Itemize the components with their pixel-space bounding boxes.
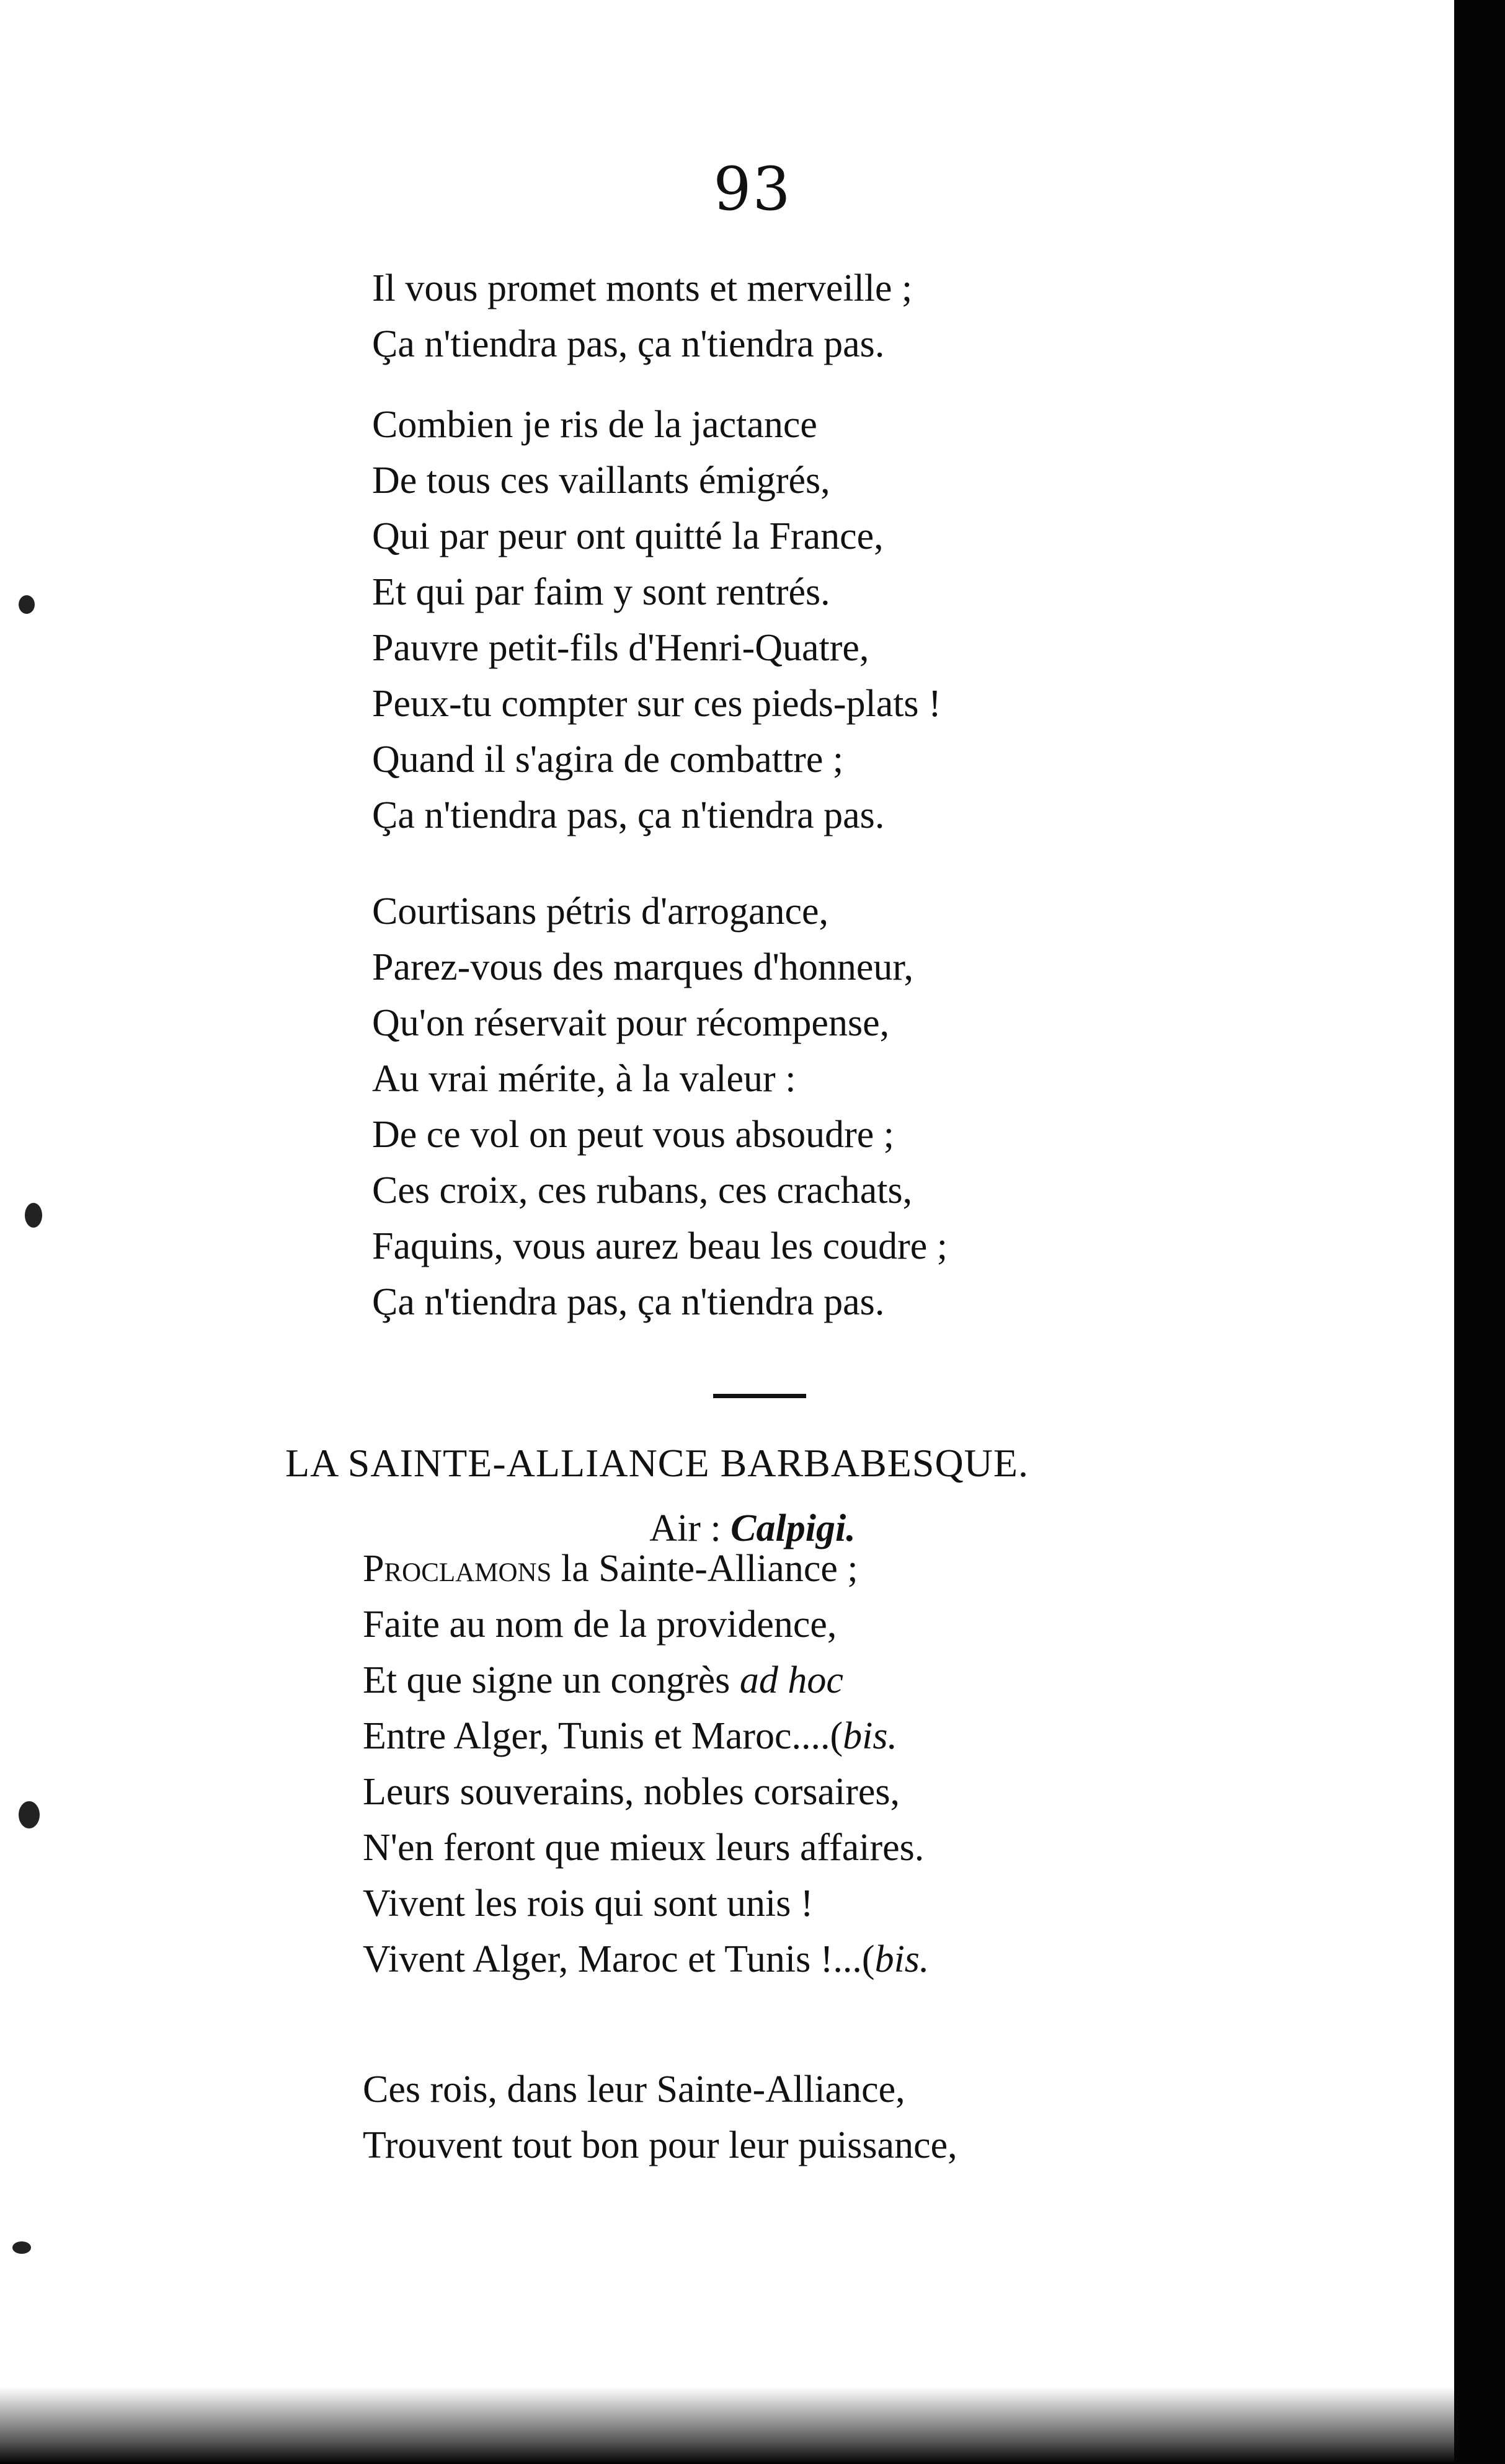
verse-line: Au vrai mérite, à la valeur : bbox=[372, 1058, 796, 1100]
verse-line: N'en feront que mieux leurs affaires. bbox=[363, 1827, 925, 1869]
verse-line: Courtisans pétris d'arrogance, bbox=[372, 890, 829, 933]
latin-phrase: ad hoc bbox=[739, 1659, 843, 1701]
song-stanza-2 bbox=[363, 2062, 957, 2173]
verse-line: Ces rois, dans leur Sainte-Alliance, bbox=[363, 2068, 905, 2111]
verse-line: Faite au nom de la providence, bbox=[363, 1603, 837, 1646]
verse-text: la Sainte-Alliance ; bbox=[551, 1548, 858, 1590]
stanza-3 bbox=[372, 884, 948, 1330]
air-label: Air : bbox=[649, 1507, 721, 1549]
song-stanza-1 bbox=[363, 1541, 929, 1987]
verse-text: Entre Alger, Tunis et Maroc....( bbox=[363, 1715, 843, 1757]
air-tune: Calpigi. bbox=[730, 1507, 856, 1549]
verse-line: Ça n'tiendra pas, ça n'tiendra pas. bbox=[372, 323, 885, 365]
song-title: LA SAINTE-ALLIANCE BARBABESQUE. bbox=[285, 1441, 1029, 1485]
verse-line: Pauvre petit-fils d'Henri-Quatre, bbox=[372, 627, 869, 669]
verse-line: Parez-vous des marques d'honneur, bbox=[372, 946, 913, 988]
verse-line: Trouvent tout bon pour leur puissance, bbox=[363, 2124, 957, 2166]
verse-line: Ça n'tiendra pas, ça n'tiendra pas. bbox=[372, 794, 885, 836]
verse-line: Il vous promet monts et merveille ; bbox=[372, 267, 913, 309]
verse-text: Et que signe un congrès bbox=[363, 1659, 740, 1701]
section-divider bbox=[713, 1394, 806, 1398]
scan-speck bbox=[12, 2241, 31, 2254]
verse-line: Faquins, vous aurez beau les coudre ; bbox=[372, 1225, 948, 1267]
scan-speck bbox=[19, 595, 35, 614]
page-number: 93 bbox=[713, 154, 792, 224]
stanza-1 bbox=[372, 260, 912, 372]
verse-line bbox=[363, 1541, 929, 1597]
scan-shadow bbox=[0, 2387, 1454, 2464]
stanza-2 bbox=[372, 397, 941, 843]
verse-line bbox=[363, 1652, 929, 1708]
verse-line bbox=[363, 1708, 929, 1764]
scan-speck bbox=[19, 1801, 40, 1828]
first-word: Proclamons bbox=[363, 1548, 552, 1590]
verse-line: Et qui par faim y sont rentrés. bbox=[372, 571, 830, 613]
repeat-mark: bis. bbox=[874, 1938, 930, 1980]
verse-line: Combien je ris de la jactance bbox=[372, 404, 817, 446]
verse-line: De ce vol on peut vous absoudre ; bbox=[372, 1114, 894, 1156]
verse-line: Vivent les rois qui sont unis ! bbox=[363, 1882, 814, 1925]
verse-text: Vivent Alger, Maroc et Tunis !...( bbox=[363, 1938, 875, 1980]
scan-border bbox=[1454, 0, 1505, 2464]
verse-line: Quand il s'agira de combattre ; bbox=[372, 738, 844, 781]
verse-line: Leurs souverains, nobles corsaires, bbox=[363, 1771, 900, 1813]
repeat-mark: bis. bbox=[843, 1715, 898, 1757]
verse-line: Peux-tu compter sur ces pieds-plats ! bbox=[372, 683, 941, 725]
verse-line: Ça n'tiendra pas, ça n'tiendra pas. bbox=[372, 1281, 885, 1323]
verse-line: Ces croix, ces rubans, ces crachats, bbox=[372, 1169, 913, 1212]
verse-line: Qui par peur ont quitté la France, bbox=[372, 515, 884, 557]
verse-line: Qu'on réservait pour récompense, bbox=[372, 1002, 890, 1044]
verse-line bbox=[363, 1931, 929, 1987]
scan-speck bbox=[25, 1203, 42, 1228]
verse-line: De tous ces vaillants émigrés, bbox=[372, 459, 830, 502]
